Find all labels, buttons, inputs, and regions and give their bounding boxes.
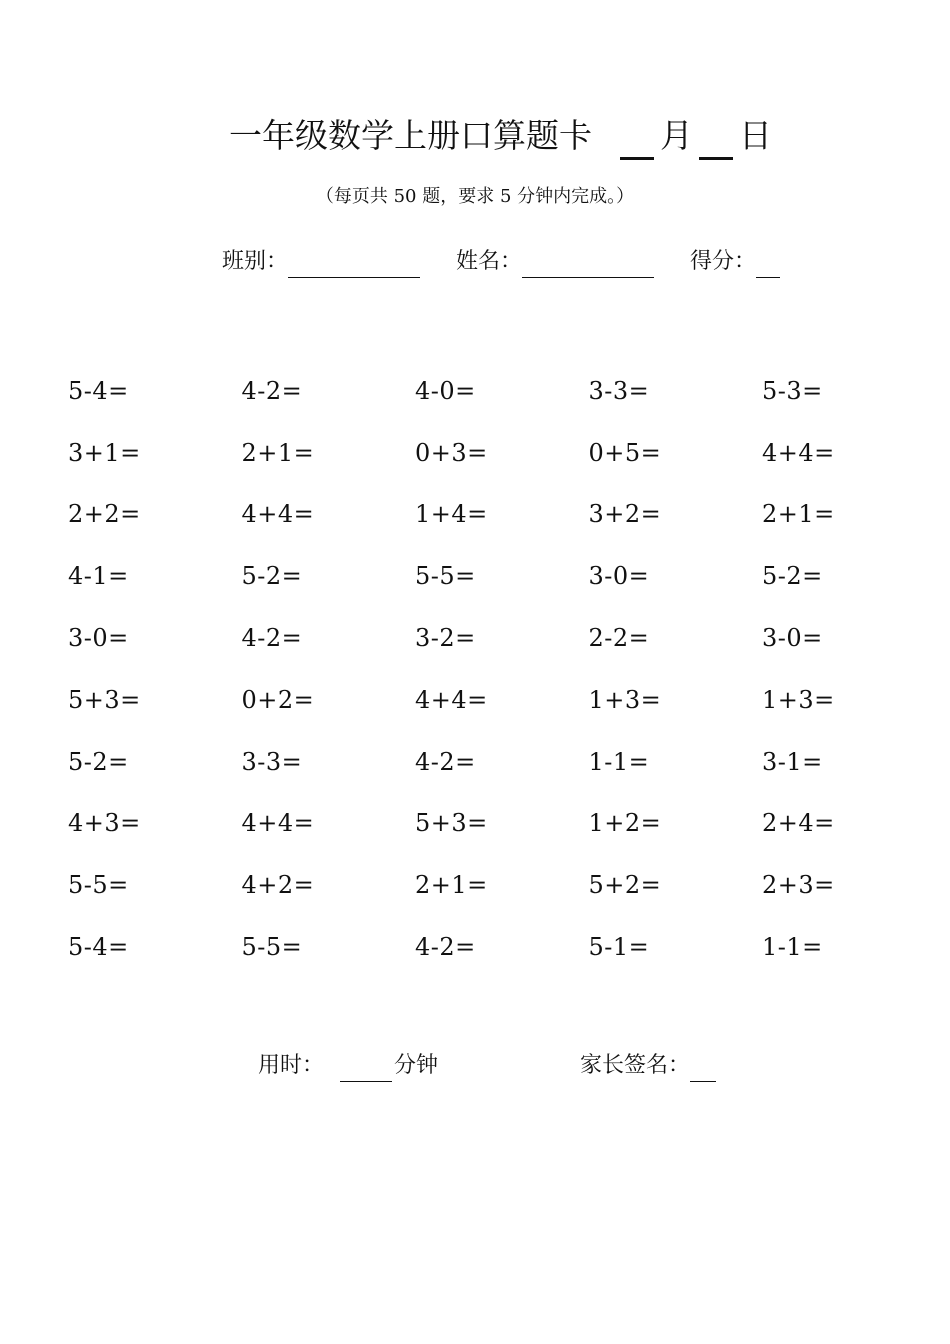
problem-item: 0+5=: [588, 438, 662, 467]
problem-item: 4-2=: [415, 747, 476, 776]
instructions: （每页共 50 题，要求 5 分钟内完成。）: [315, 186, 635, 207]
problem-item: 5-1=: [588, 933, 650, 962]
time-blank[interactable]: [340, 1051, 392, 1082]
day-label: 日: [739, 116, 772, 155]
problem-item: 5-2=: [762, 562, 823, 591]
problem-item: 3-3=: [241, 747, 303, 776]
problem-item: 1+4=: [415, 500, 488, 529]
problem-row: [68, 360, 936, 422]
month-label: 月: [660, 116, 693, 155]
problem-row: [68, 731, 936, 793]
title-row: [229, 100, 774, 160]
problem-item: 4-2=: [415, 933, 476, 962]
score-blank[interactable]: [756, 247, 780, 278]
problem-item: 1-1=: [762, 933, 823, 962]
problem-item: 0+3=: [415, 438, 488, 467]
problem-item: 4+2=: [241, 871, 315, 900]
parent-sign-blank[interactable]: [690, 1051, 716, 1082]
problem-item: 2-2=: [588, 624, 650, 653]
name-label: 姓名：: [456, 249, 523, 274]
footer-row: [258, 1042, 716, 1082]
month-blank[interactable]: [620, 111, 654, 160]
name-field: [456, 246, 690, 278]
problem-item: 4+4=: [241, 500, 315, 529]
problem-item: 5-2=: [68, 747, 129, 776]
problem-row: [68, 422, 936, 484]
problem-row: [68, 916, 936, 978]
time-unit: 分钟: [394, 1053, 439, 1078]
day-blank[interactable]: [699, 111, 733, 160]
problem-item: 3-2=: [415, 624, 476, 653]
problem-item: 5-5=: [68, 871, 129, 900]
problem-item: 4+4=: [762, 438, 835, 467]
problem-grid: [68, 360, 936, 978]
problem-item: 2+3=: [762, 871, 835, 900]
problem-item: 1+3=: [588, 685, 662, 714]
problem-row: [68, 545, 936, 607]
name-blank[interactable]: [522, 247, 654, 278]
problem-item: 5-2=: [241, 562, 303, 591]
problem-item: 1-1=: [588, 747, 650, 776]
problem-item: 5+2=: [588, 871, 662, 900]
problem-item: 4+4=: [415, 685, 488, 714]
parent-sign-label: 家长签名：: [580, 1053, 691, 1078]
score-label: 得分：: [690, 249, 757, 274]
problem-row: [68, 669, 936, 731]
problem-item: 3+1=: [68, 438, 141, 467]
problem-item: 2+1=: [762, 500, 835, 529]
problem-item: 4-2=: [241, 376, 303, 405]
problem-item: 0+2=: [241, 685, 315, 714]
problem-item: 5+3=: [415, 809, 488, 838]
class-field: [222, 246, 456, 278]
problem-item: 3-0=: [68, 624, 129, 653]
student-info-row: [222, 242, 780, 278]
problem-item: 4-0=: [415, 376, 476, 405]
score-field: [690, 246, 780, 278]
problem-item: 4+3=: [68, 809, 141, 838]
problem-item: 2+2=: [68, 500, 141, 529]
problem-item: 5+3=: [68, 685, 141, 714]
problem-item: 5-4=: [68, 933, 129, 962]
problem-item: 3-1=: [762, 747, 823, 776]
problem-item: 2+4=: [762, 809, 835, 838]
problem-item: 3+2=: [588, 500, 662, 529]
page-title: 一年级数学上册口算题卡: [229, 116, 592, 155]
problem-item: 2+1=: [415, 871, 488, 900]
problem-item: 5-5=: [241, 933, 303, 962]
problem-item: 5-3=: [762, 376, 823, 405]
problem-item: 5-5=: [415, 562, 476, 591]
problem-item: 5-4=: [68, 376, 129, 405]
problem-item: 2+1=: [241, 438, 315, 467]
problem-row: [68, 854, 936, 916]
problem-row: [68, 484, 936, 546]
time-label: 用时：: [258, 1053, 325, 1078]
problem-item: 3-0=: [762, 624, 823, 653]
problem-item: 3-0=: [588, 562, 650, 591]
problem-row: [68, 793, 936, 855]
parent-sign-field: [580, 1050, 716, 1082]
problem-item: 1+2=: [588, 809, 662, 838]
problem-item: 1+3=: [762, 685, 835, 714]
problem-item: 4-2=: [241, 624, 303, 653]
class-blank[interactable]: [288, 247, 420, 278]
problem-item: 4-1=: [68, 562, 129, 591]
class-label: 班别：: [222, 249, 289, 274]
problem-row: [68, 607, 936, 669]
problem-item: 3-3=: [588, 376, 650, 405]
problem-item: 4+4=: [241, 809, 315, 838]
